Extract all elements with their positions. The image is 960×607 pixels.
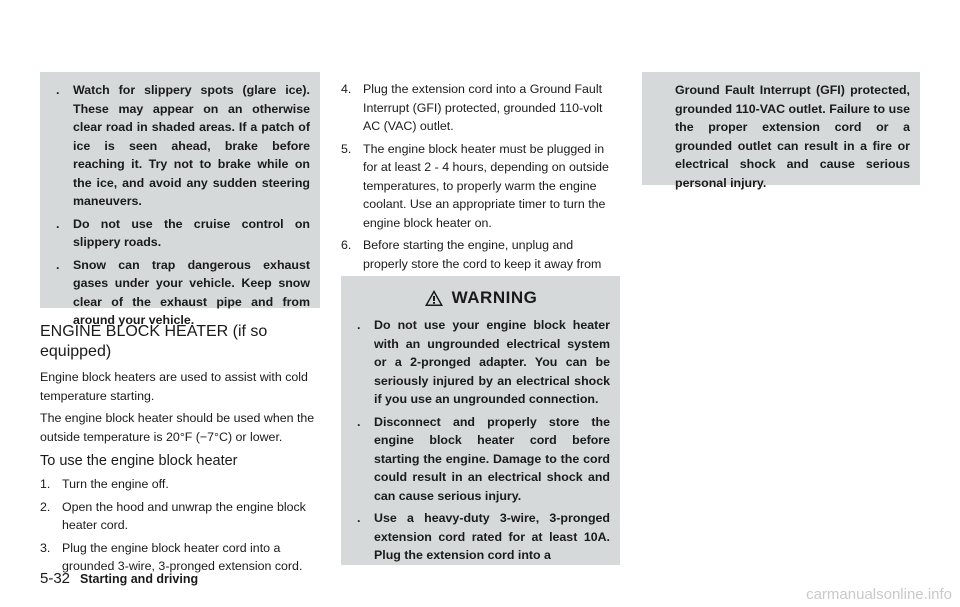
step-item: 3. Plug the engine block heater cord into a grounded 3-wire, 3-pronged extension cord. [40,540,303,573]
chapter-title: Starting and driving [80,572,199,586]
bullet-item: . Snow can trap dangerous exhaust gases under your vehicle. Keep snow clear of the exhaust pipe and from around your vehicle. [56,257,310,327]
warning-item: . Disconnect and properly store the engine block heater cord before starting the engine. Damage to the cord could result in an electrical shock and can cause serious injury. [357,414,610,503]
bullet-item: . Watch for slippery spots (glare ice). These may appear on an otherwise clear road in shaded areas. If a patch of ice is seen ahead, brake before reaching it. Try not to brake while on the ice, and avoid any sudden steering maneuvers. [56,83,310,208]
page-number: 5-32 [40,570,71,587]
step-item: 2. Open the hood and unwrap the engine block heater cord. [40,499,306,532]
warning-continuation-text: Ground Fault Interrupt (GFI) protected, grounded 110-VAC outlet. Failure to use the proper extension cord or a grounded outlet can result in a fire or electrical shock and cause serious personal injury. [675,83,910,190]
bullet-list [40,72,320,330]
step-item: 1. Turn the engine off. [40,477,169,491]
warning-list [341,316,620,565]
page-footer [40,570,198,587]
cold-weather-bullets-box [40,72,320,327]
subsection-title: To use the engine block heater [40,453,238,469]
paragraph: The engine block heater should be used when the outside temperature is 20°F (−7°C) or lower. [40,411,315,444]
column-1-body [40,322,322,580]
warning-triangle-icon [424,289,444,307]
warning-continuation-box [642,72,920,190]
bullet-item: . Do not use the cruise control on slippery roads. [56,216,310,249]
warning-item: . Use a heavy-duty 3-wire, 3-pronged extension cord rated for at least 10A. Plug the extension cord into a [357,511,610,562]
steps-list [40,475,322,576]
warning-box [341,276,620,565]
watermark: carmanualsonline.info [806,586,952,603]
step-item: 4. Plug the extension cord into a Ground Fault Interrupt (GFI) protected, grounded 110-volt AC (VAC) outlet. [341,82,603,133]
step-item: 5. The engine block heater must be plugged in for at least 2 - 4 hours, depending on outside temperatures, to properly warm the engine coolant. Use an appropriate timer to turn the engine block heater on. [341,141,609,230]
warning-item: . Do not use your engine block heater with an ungrounded electrical system or a 2-pronged adapter. You can be seriously injured by an electrical shock if you use an ungrounded connection. [357,318,610,406]
column-2-steps [341,80,620,296]
section-title: ENGINE BLOCK HEATER (if so equipped) [40,323,268,360]
steps-list [341,80,620,292]
warning-header [341,288,620,308]
step-item: 6. Before starting the engine, unplug and properly store the cord to keep it away from [341,238,602,271]
paragraph: Engine block heaters are used to assist with cold temperature starting. [40,370,308,403]
warning-title: WARNING [451,288,538,307]
